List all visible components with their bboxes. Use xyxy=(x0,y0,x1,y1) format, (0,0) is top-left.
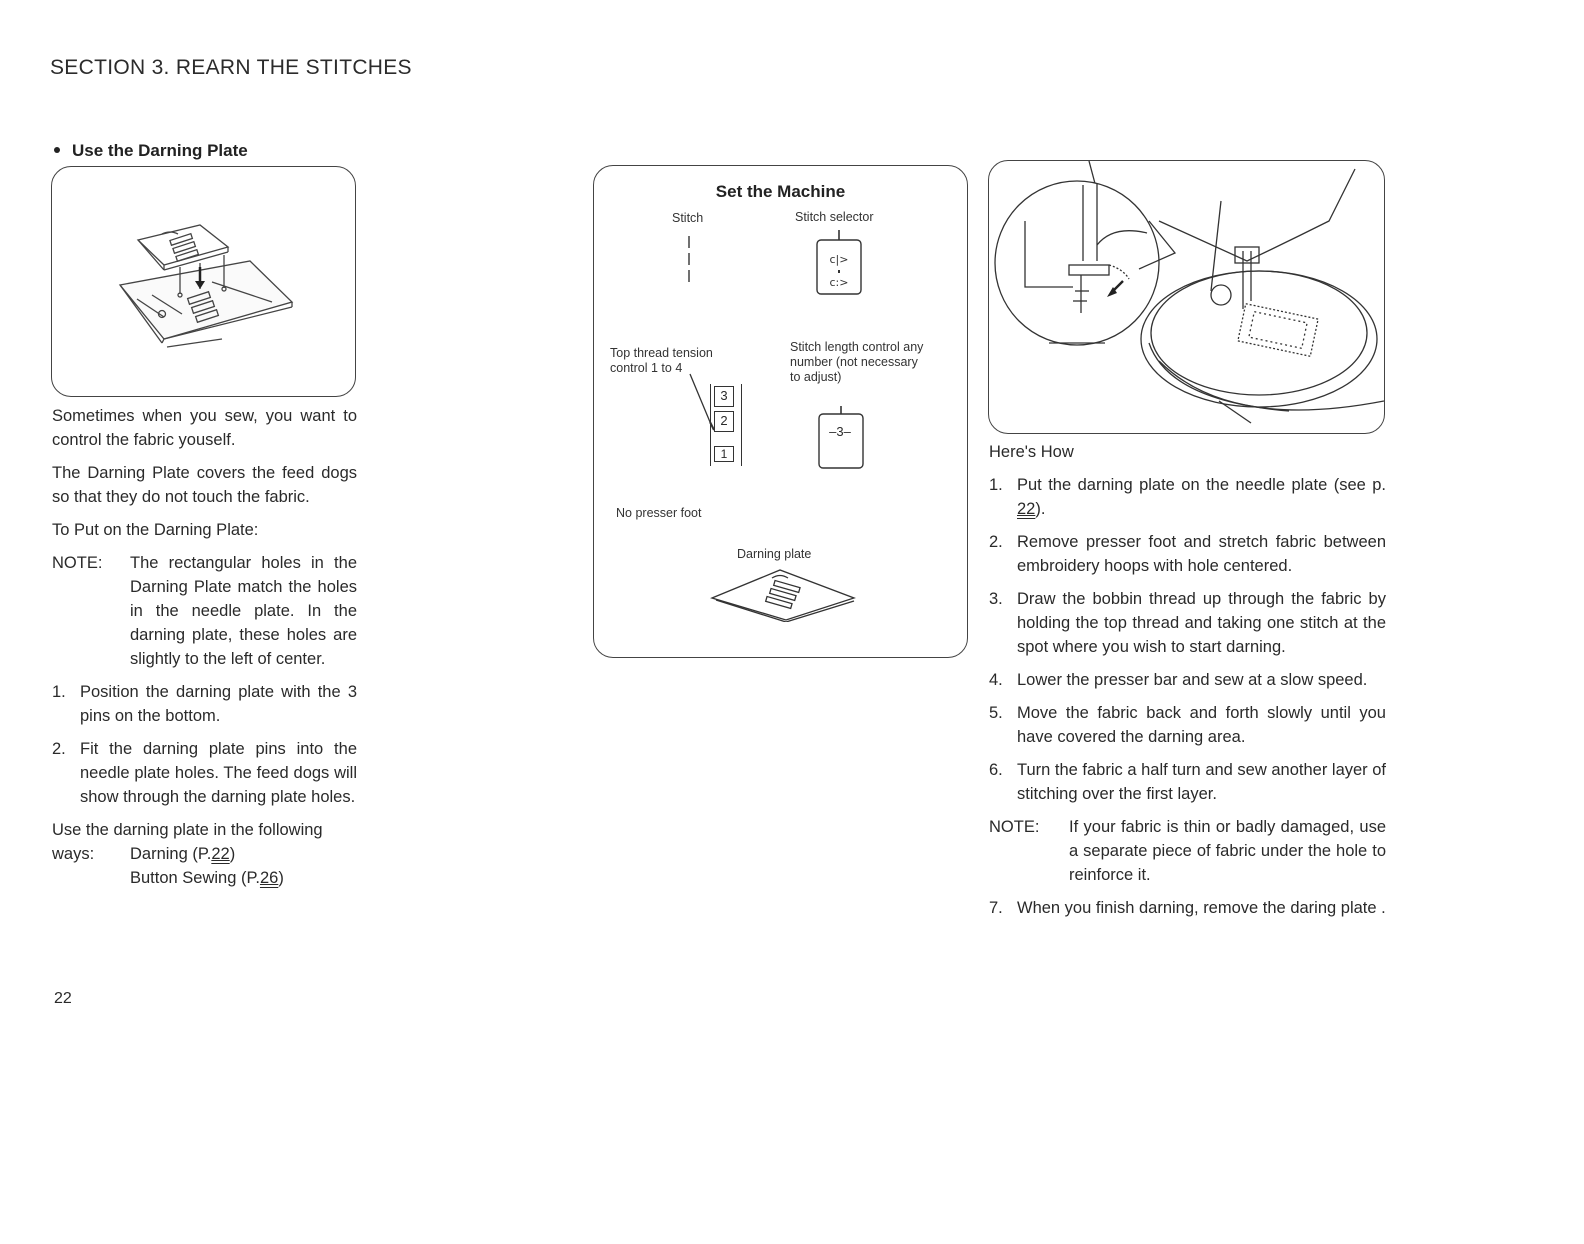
step-text: Turn the fabric a half turn and sew another layer of stitching over the first layer. xyxy=(1017,761,1387,803)
svg-text:c|>: c|> xyxy=(829,253,849,266)
left-step xyxy=(52,737,357,809)
left-note xyxy=(52,551,357,671)
put-on-heading: To Put on the Darning Plate: xyxy=(52,521,259,539)
svg-text:c:>: c:> xyxy=(829,276,849,289)
step-number: 6. xyxy=(989,761,1003,779)
embroidery-hoop-illustration xyxy=(989,161,1384,433)
step-text: Remove presser foot and stretch fabric between embroidery hoops with hole centered. xyxy=(1017,533,1386,575)
no-presser-foot-label: No presser foot xyxy=(616,506,702,520)
step-text: Fit the darning plate pins into the needle plate holes. The feed dogs will show through the darning plate holes. xyxy=(80,740,357,806)
subheading-text: Use the Darning Plate xyxy=(72,141,248,160)
straight-stitch-icon xyxy=(686,236,692,286)
note-text: The rectangular holes in the Darning Plate match the holes in the needle plate. In the darning plate, these holes are slightly to the left of center. xyxy=(130,554,357,668)
stitch-length-dial[interactable]: –3– xyxy=(829,424,851,439)
stitch-length-value: 3 xyxy=(836,424,844,439)
heres-how-heading: Here's How xyxy=(989,443,1074,461)
set-machine-title: Set the Machine xyxy=(715,182,846,201)
left-step xyxy=(52,680,357,728)
page-link-22[interactable]: 22 xyxy=(211,845,230,863)
tension-value: 1 xyxy=(714,446,734,462)
step-number: 4. xyxy=(989,671,1003,689)
left-column-text xyxy=(52,404,357,890)
stitch-selector-dial[interactable] xyxy=(815,228,863,296)
step-text: Position the darning plate with the 3 pins on the bottom. xyxy=(80,683,357,725)
right-step xyxy=(989,701,1386,749)
darning-plate-drawing xyxy=(708,564,860,622)
tension-control[interactable] xyxy=(710,384,742,466)
stitch-label: Stitch xyxy=(672,211,704,225)
page-number: 22 xyxy=(54,990,72,1007)
right-note xyxy=(989,815,1386,887)
step-number: 2. xyxy=(989,533,1003,551)
tension-value: 2 xyxy=(714,411,734,432)
tension-label: Top thread tension control 1 to 4 xyxy=(610,346,713,375)
section-title: SECTION 3. REARN THE STITCHES xyxy=(50,56,412,79)
ways-label: ways: xyxy=(52,845,95,863)
page-link-26[interactable]: 26 xyxy=(259,869,279,887)
ways-list xyxy=(52,842,357,890)
intro-paragraph: Sometimes when you sew, you want to control the fabric youself. xyxy=(52,407,357,449)
right-column-text xyxy=(989,440,1386,920)
tension-value: 3 xyxy=(714,386,734,407)
right-step xyxy=(989,530,1386,578)
step-text: Lower the presser bar and sew at a slow speed. xyxy=(1017,671,1368,689)
step-number: 5. xyxy=(989,704,1003,722)
right-step xyxy=(989,587,1386,659)
way-darning: Darning (P.22) xyxy=(130,845,236,863)
step-text: When you finish darning, remove the daring plate . xyxy=(1017,899,1386,917)
feed-dogs-paragraph: The Darning Plate covers the feed dogs so that they do not touch the fabric. xyxy=(52,464,357,506)
step-number: 1. xyxy=(989,476,1003,494)
subheading xyxy=(54,141,248,161)
right-step xyxy=(989,668,1386,692)
step-number: 1. xyxy=(52,683,66,701)
step-number: 7. xyxy=(989,899,1003,917)
stitch-selector-label: Stitch selector xyxy=(795,210,874,224)
darning-plate-figure xyxy=(51,166,356,397)
step-number: 2. xyxy=(52,740,66,758)
note-text: If your fabric is thin or badly damaged, use a separate piece of fabric under the hole to reinforce it. xyxy=(1069,818,1386,884)
page-link-22[interactable]: 22 xyxy=(1017,500,1036,518)
note-label: NOTE: xyxy=(52,554,103,572)
set-machine-box xyxy=(593,165,968,658)
darning-plate-illustration xyxy=(52,167,355,396)
step-number: 3. xyxy=(989,590,1003,608)
use-intro: Use the darning plate in the following xyxy=(52,821,323,839)
way-button-sewing: Button Sewing (P.26) xyxy=(130,869,284,887)
darning-plate-label: Darning plate xyxy=(737,547,812,561)
note-label: NOTE: xyxy=(989,818,1040,836)
step-text: Move the fabric back and forth slowly until you have covered the darning area. xyxy=(1017,704,1386,746)
right-step xyxy=(989,896,1386,920)
right-step xyxy=(989,758,1386,806)
bullet-icon xyxy=(54,147,60,153)
step-text: Draw the bobbin thread up through the fabric by holding the top thread and taking one stitch at the spot where you wish to start darning. xyxy=(1017,590,1386,656)
step-text: Put the darning plate on the needle plate (see p. 22). xyxy=(1017,476,1386,518)
stitch-length-label: Stitch length control any number (not necessary to adjust) xyxy=(790,340,924,384)
embroidery-hoop-figure xyxy=(988,160,1385,434)
right-step xyxy=(989,473,1386,521)
